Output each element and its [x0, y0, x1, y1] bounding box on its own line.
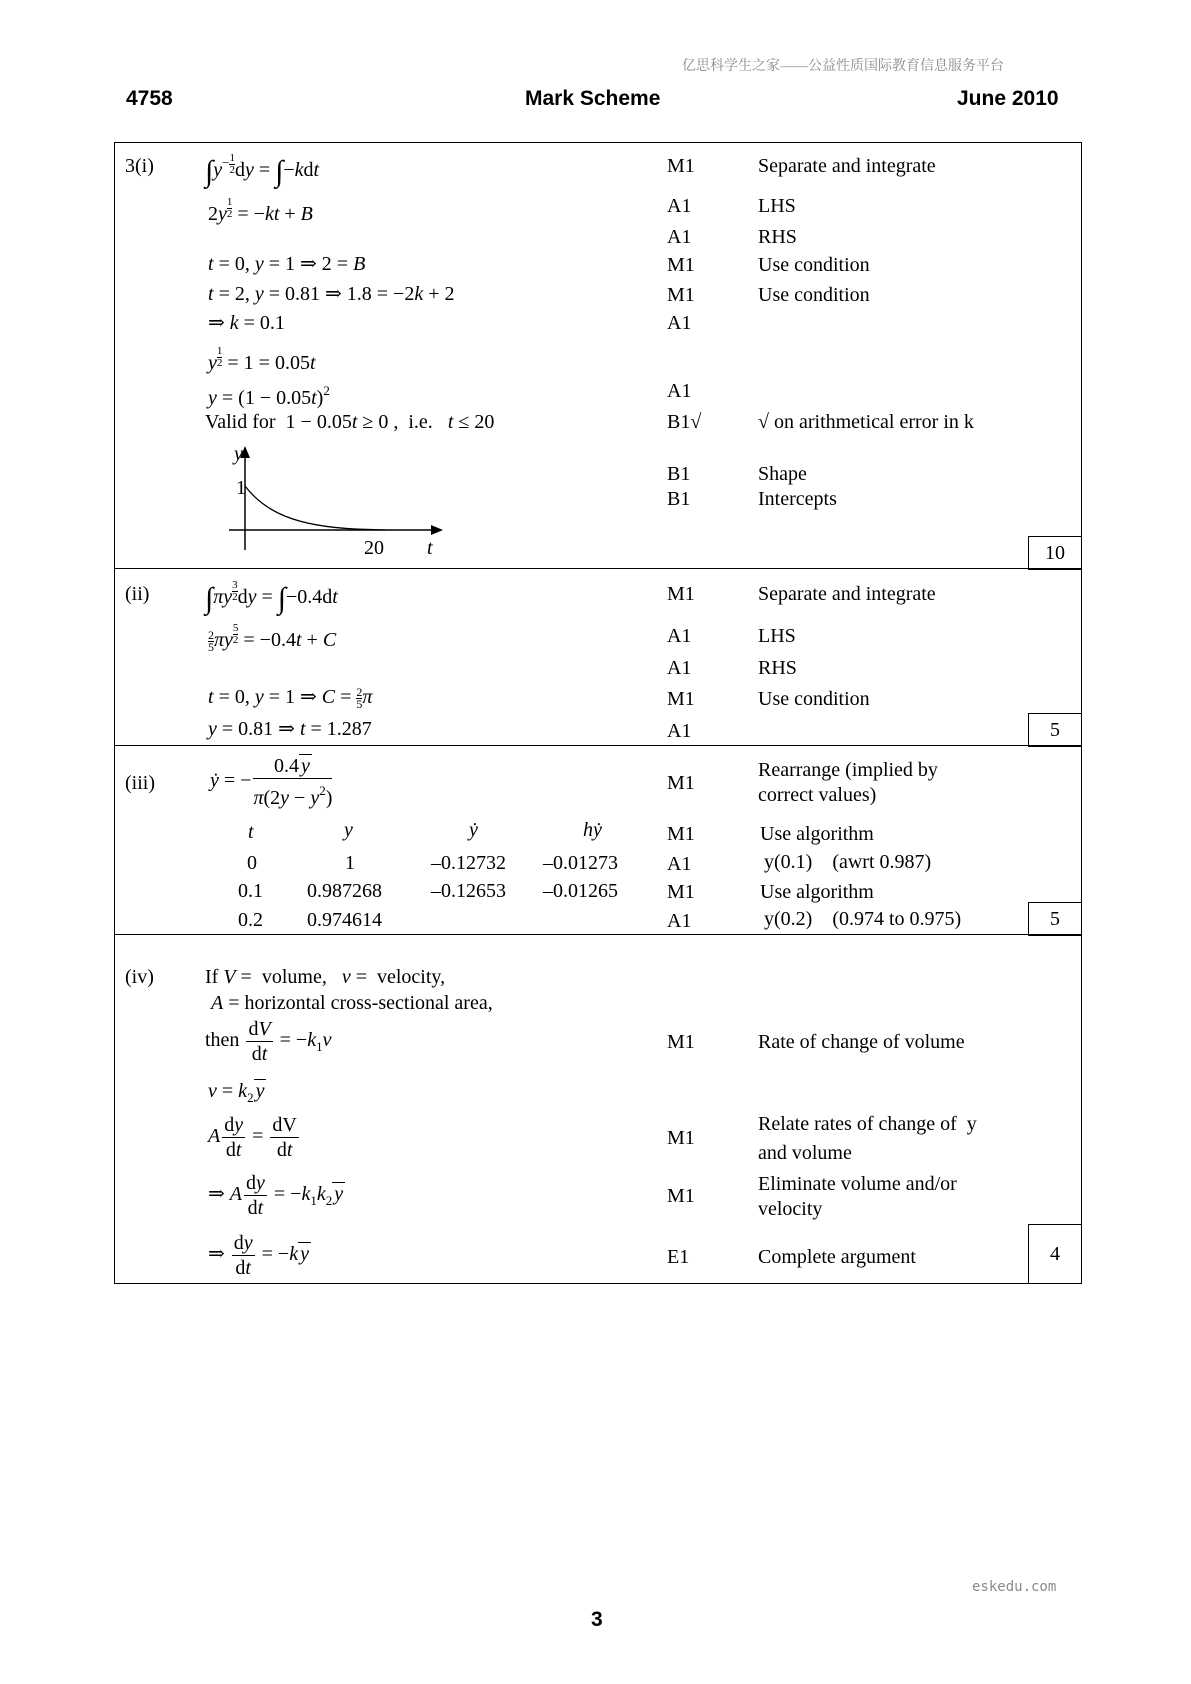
mark-comment: Rate of change of volume: [758, 1031, 965, 1053]
mark-code: M1: [667, 1127, 695, 1149]
total-box-part-iii: 5: [1028, 902, 1082, 936]
mark-comment: y(0.1) (awrt 0.987): [764, 851, 932, 873]
mark-code: A1: [667, 657, 692, 679]
mark-comment: Use algorithm: [760, 881, 874, 903]
mark-code: A1: [667, 853, 692, 875]
table-cell: 0.974614: [307, 909, 382, 931]
watermark-text: 亿思科学生之家——公益性质国际教育信息服务平台: [682, 59, 1004, 74]
part-label: (iii): [125, 772, 155, 794]
mark-comment: Separate and integrate: [758, 583, 936, 605]
graph-y-axis-label: y: [234, 443, 243, 465]
equation-k-value: ⇒ k = 0.1: [208, 312, 285, 334]
mark-comment: RHS: [758, 226, 797, 248]
total-box-part-iv: 4: [1028, 1224, 1082, 1284]
table-cell: 1: [345, 852, 355, 874]
mark-comment: Separate and integrate: [758, 155, 936, 177]
mark-comment: Use condition: [758, 284, 870, 306]
table-cell: 0.1: [238, 880, 263, 902]
mark-comment: Use condition: [758, 254, 870, 276]
mark-comment: Use algorithm: [760, 823, 874, 845]
definition-line-1: If V = volume, v = velocity,: [205, 966, 446, 988]
page-title: Mark Scheme: [525, 87, 661, 110]
mark-comment: RHS: [758, 657, 797, 679]
mark-code: A1: [667, 195, 692, 217]
equation-condition-2: t = 2, y = 0.81 ⇒ 1.8 = −2k + 2: [208, 283, 455, 305]
site-watermark: eskedu.com: [972, 1579, 1057, 1595]
mark-code: M1: [667, 155, 695, 177]
mark-comment: LHS: [758, 625, 796, 647]
graph-y-intercept-label: 1: [236, 477, 246, 499]
table-cell: 0.987268: [307, 880, 382, 902]
table-header-t: t: [248, 821, 254, 843]
page-number: 3: [591, 1608, 603, 1631]
mark-code: B1: [667, 488, 691, 510]
equation-integrated: $\frac{2}{5}$ πy $^{\frac{5}{2}}$ = −0.4t + C: [208, 621, 337, 654]
graph-x-intercept-label: 20: [364, 537, 384, 559]
mark-comment: Rearrange (implied by: [758, 759, 938, 781]
graph-x-axis-label: t: [427, 537, 433, 559]
mark-comment: Eliminate volume and/or: [758, 1173, 957, 1195]
mark-code: M1: [667, 284, 695, 306]
mark-comment: Shape: [758, 463, 807, 485]
mark-code: M1: [667, 688, 695, 710]
validity-condition: Valid for 1 − 0.05t ≥ 0 , i.e. t ≤ 20: [205, 411, 495, 433]
part-label: (iv): [125, 966, 154, 988]
mark-comment: y(0.2) (0.974 to 0.975): [764, 908, 962, 930]
equation-condition-1: t = 0, y = 1 ⇒ 2 = B: [208, 253, 366, 275]
table-header-hydot: hẏ: [583, 819, 602, 841]
equation-condition: t = 0, y = 1 ⇒ C = $\frac{2}{5}$ π: [208, 684, 373, 711]
equation-root-y: y $^{\frac{1}{2}}$ = 1 = 0.05t: [208, 344, 316, 374]
mark-code: M1: [667, 1031, 695, 1053]
mark-comment: Relate rates of change of y: [758, 1113, 977, 1135]
mark-code: A1: [667, 625, 692, 647]
mark-comment: √ on arithmetical error in k: [758, 411, 974, 433]
mark-code: B1: [667, 463, 691, 485]
exam-date: June 2010: [957, 87, 1059, 110]
table-cell: –0.12653: [431, 880, 506, 902]
mark-code: A1: [667, 720, 692, 742]
table-cell: –0.12732: [431, 852, 506, 874]
total-box-part-ii: 5: [1028, 713, 1082, 747]
equation-separate: ∫πy $^{\frac{3}{2}}$ dy = ∫−0.4dt: [205, 578, 338, 615]
equation-eliminate: ⇒ A $\frac{dy}{dt}$ = $-k_1k_2$ y: [208, 1172, 344, 1219]
mark-comment: and volume: [758, 1142, 852, 1164]
mark-comment: LHS: [758, 195, 796, 217]
equation-separate: $\int y^{- \frac{1}{2}}$ dy = ∫−kdt: [205, 151, 320, 188]
mark-code: A1: [667, 226, 692, 248]
mark-comment: Intercepts: [758, 488, 837, 510]
total-box-part-i: 10: [1028, 536, 1082, 570]
table-cell: 0.2: [238, 909, 263, 931]
table-header-ydot: ẏ: [469, 819, 478, 841]
mark-code: M1: [667, 583, 695, 605]
table-cell: 0: [247, 852, 257, 874]
definition-line-2: A = horizontal cross-sectional area,: [211, 992, 493, 1014]
mark-code: M1: [667, 881, 695, 903]
table-cell: –0.01265: [543, 880, 618, 902]
equation-rearranged: ẏ = − $\frac{0.4 y}{\pi(2y - y^2)}$: [210, 755, 333, 809]
mark-code: M1: [667, 1185, 695, 1207]
equation-final: ⇒ $\frac{dy}{dt}$ = −k y: [208, 1232, 309, 1279]
equation-volume-rate: then $\frac{dV}{dt}$ = $-k_1v$: [205, 1018, 332, 1065]
equation-solution: $y = (1 - 0.05t)^2$: [208, 383, 330, 409]
equation-result: y = 0.81 ⇒ t = 1.287: [208, 718, 372, 740]
mark-comment: velocity: [758, 1198, 823, 1220]
exam-code: 4758: [126, 87, 173, 110]
table-header-y: y: [344, 819, 353, 841]
mark-comment: Use condition: [758, 688, 870, 710]
mark-comment: correct values): [758, 784, 877, 806]
mark-code: M1: [667, 254, 695, 276]
part-label: (ii): [125, 583, 150, 605]
mark-code: A1: [667, 312, 692, 334]
equation-integrated: 2y $^{\frac{1}{2}}$ = −kt + B: [208, 195, 313, 225]
part-label: 3(i): [125, 155, 154, 177]
mark-code: A1: [667, 910, 692, 932]
equation-relate-rates: A $\frac{dy}{dt}$ = $\frac{dV}{dt}$: [208, 1114, 297, 1161]
mark-code: M1: [667, 823, 695, 845]
mark-code: A1: [667, 380, 692, 402]
mark-code: M1: [667, 772, 695, 794]
mark-comment: Complete argument: [758, 1246, 916, 1268]
decay-curve-sketch: [225, 442, 455, 562]
mark-code: B1√: [667, 411, 702, 433]
table-cell: –0.01273: [543, 852, 618, 874]
mark-code: E1: [667, 1246, 690, 1268]
equation-velocity: $v = k_2$ y: [208, 1080, 265, 1105]
